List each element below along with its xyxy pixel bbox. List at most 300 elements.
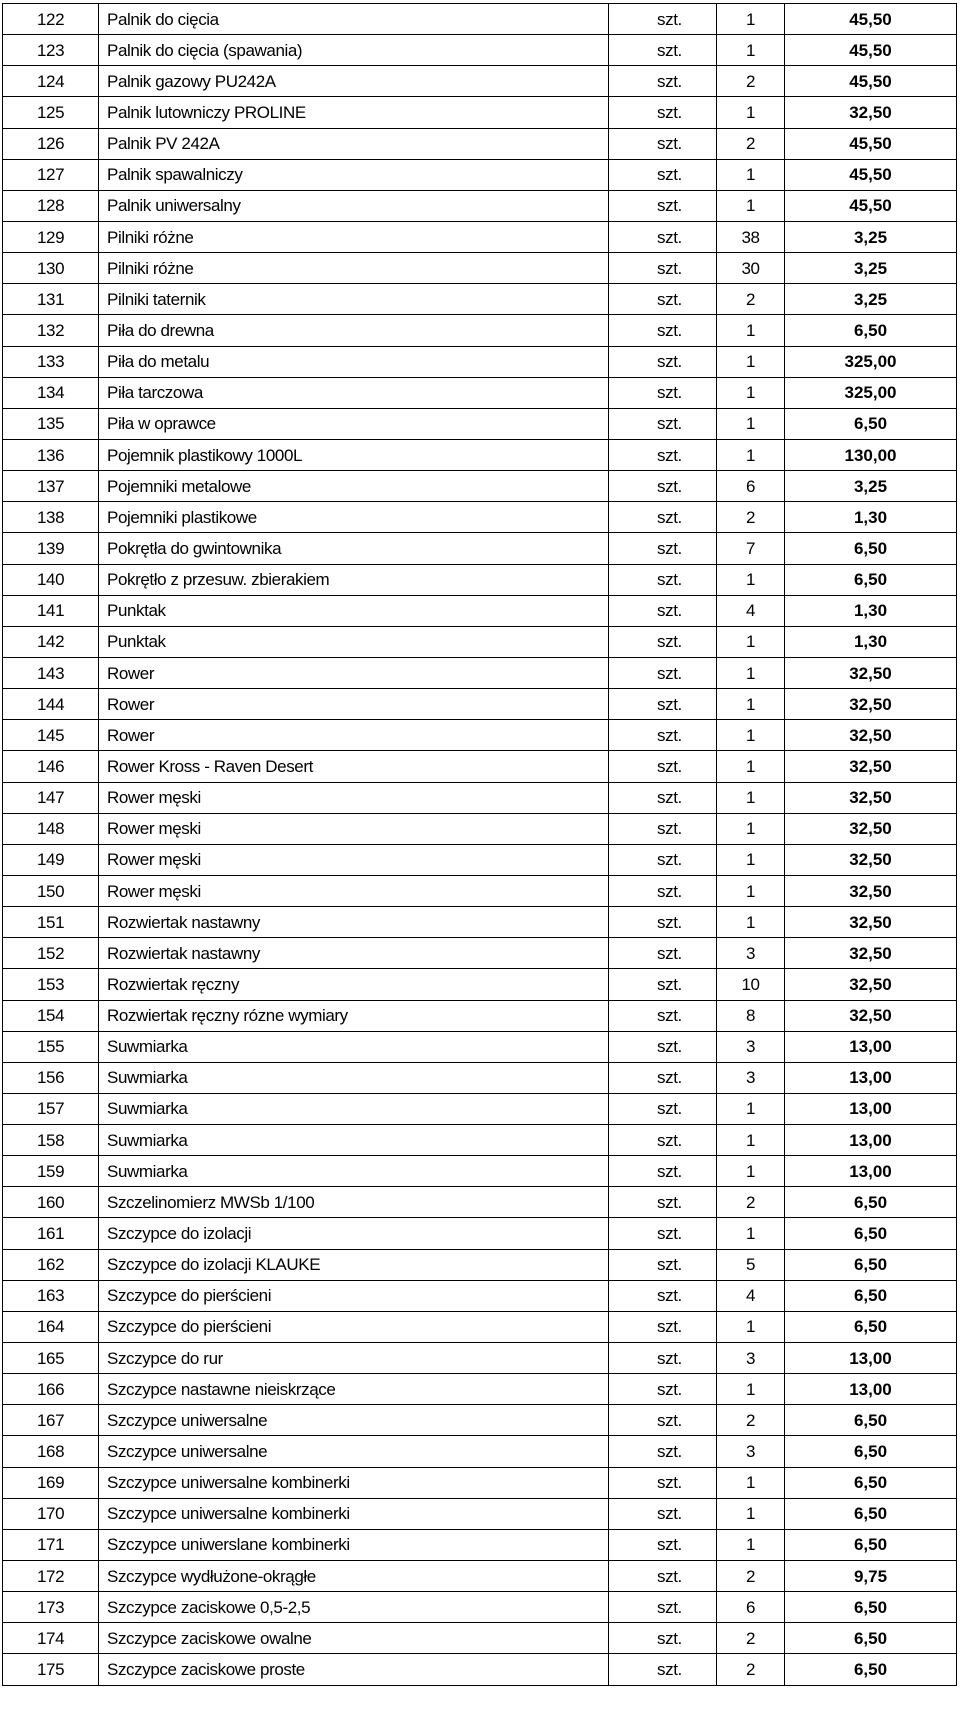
- quantity-cell: 1: [717, 564, 785, 595]
- row-number-cell: 136: [3, 439, 99, 470]
- row-number-cell: 126: [3, 128, 99, 159]
- item-name-cell: Rower Kross - Raven Desert: [99, 751, 609, 782]
- quantity-cell: 1: [717, 315, 785, 346]
- quantity-cell: 1: [717, 1374, 785, 1405]
- table-row: [3, 4, 957, 35]
- item-name-cell: Pojemniki plastikowe: [99, 502, 609, 533]
- value-cell: 32,50: [785, 938, 957, 969]
- unit-cell: szt.: [609, 813, 717, 844]
- value-cell: 6,50: [785, 1405, 957, 1436]
- item-name-cell: Rozwiertak ręczny rózne wymiary: [99, 1000, 609, 1031]
- table-row: [3, 1311, 957, 1342]
- quantity-cell: 5: [717, 1249, 785, 1280]
- value-cell: 32,50: [785, 813, 957, 844]
- item-name-cell: Szczypce uniwersalne: [99, 1436, 609, 1467]
- item-name-cell: Pilniki różne: [99, 253, 609, 284]
- value-cell: 6,50: [785, 1249, 957, 1280]
- row-number-cell: 159: [3, 1156, 99, 1187]
- item-name-cell: Szczypce nastawne nieiskrzące: [99, 1374, 609, 1405]
- row-number-cell: 147: [3, 782, 99, 813]
- item-name-cell: Piła tarczowa: [99, 377, 609, 408]
- item-name-cell: Rower: [99, 689, 609, 720]
- item-name-cell: Punktak: [99, 626, 609, 657]
- quantity-cell: 30: [717, 253, 785, 284]
- table-row: [3, 1561, 957, 1592]
- table-row: [3, 1374, 957, 1405]
- row-number-cell: 161: [3, 1218, 99, 1249]
- row-number-cell: 149: [3, 844, 99, 875]
- value-cell: 45,50: [785, 66, 957, 97]
- unit-cell: szt.: [609, 1093, 717, 1124]
- item-name-cell: Rower męski: [99, 875, 609, 906]
- table-row: [3, 1343, 957, 1374]
- quantity-cell: 1: [717, 1093, 785, 1124]
- quantity-cell: 1: [717, 875, 785, 906]
- unit-cell: szt.: [609, 66, 717, 97]
- table-row: [3, 751, 957, 782]
- unit-cell: szt.: [609, 1187, 717, 1218]
- row-number-cell: 146: [3, 751, 99, 782]
- value-cell: 6,50: [785, 1654, 957, 1685]
- quantity-cell: 1: [717, 720, 785, 751]
- table-row: [3, 938, 957, 969]
- unit-cell: szt.: [609, 720, 717, 751]
- value-cell: 6,50: [785, 1218, 957, 1249]
- row-number-cell: 168: [3, 1436, 99, 1467]
- unit-cell: szt.: [609, 938, 717, 969]
- value-cell: 6,50: [785, 1529, 957, 1560]
- row-number-cell: 135: [3, 408, 99, 439]
- quantity-cell: 6: [717, 471, 785, 502]
- quantity-cell: 3: [717, 1436, 785, 1467]
- item-name-cell: Szczypce zaciskowe proste: [99, 1654, 609, 1685]
- unit-cell: szt.: [609, 253, 717, 284]
- item-name-cell: Pojemnik plastikowy 1000L: [99, 439, 609, 470]
- value-cell: 13,00: [785, 1031, 957, 1062]
- value-cell: 6,50: [785, 1311, 957, 1342]
- item-name-cell: Piła w oprawce: [99, 408, 609, 439]
- item-name-cell: Pokrętło z przesuw. zbierakiem: [99, 564, 609, 595]
- table-row: [3, 1436, 957, 1467]
- row-number-cell: 160: [3, 1187, 99, 1218]
- item-name-cell: Szczelinomierz MWSb 1/100: [99, 1187, 609, 1218]
- value-cell: 32,50: [785, 657, 957, 688]
- unit-cell: szt.: [609, 221, 717, 252]
- row-number-cell: 125: [3, 97, 99, 128]
- item-name-cell: Szczypce do izolacji: [99, 1218, 609, 1249]
- table-row: [3, 1000, 957, 1031]
- row-number-cell: 175: [3, 1654, 99, 1685]
- value-cell: 1,30: [785, 502, 957, 533]
- table-row: [3, 1592, 957, 1623]
- value-cell: 32,50: [785, 1000, 957, 1031]
- unit-cell: szt.: [609, 4, 717, 35]
- unit-cell: szt.: [609, 1467, 717, 1498]
- quantity-cell: 1: [717, 159, 785, 190]
- quantity-cell: 3: [717, 1062, 785, 1093]
- item-name-cell: Suwmiarka: [99, 1031, 609, 1062]
- value-cell: 6,50: [785, 1187, 957, 1218]
- unit-cell: szt.: [609, 907, 717, 938]
- unit-cell: szt.: [609, 533, 717, 564]
- item-name-cell: Suwmiarka: [99, 1062, 609, 1093]
- quantity-cell: 6: [717, 1592, 785, 1623]
- item-name-cell: Pilniki taternik: [99, 284, 609, 315]
- unit-cell: szt.: [609, 595, 717, 626]
- item-name-cell: Palnik spawalniczy: [99, 159, 609, 190]
- table-row: [3, 1156, 957, 1187]
- table-row: [3, 128, 957, 159]
- unit-cell: szt.: [609, 471, 717, 502]
- quantity-cell: 3: [717, 938, 785, 969]
- value-cell: 3,25: [785, 471, 957, 502]
- quantity-cell: 1: [717, 657, 785, 688]
- quantity-cell: 1: [717, 377, 785, 408]
- row-number-cell: 137: [3, 471, 99, 502]
- quantity-cell: 2: [717, 66, 785, 97]
- row-number-cell: 174: [3, 1623, 99, 1654]
- value-cell: 3,25: [785, 221, 957, 252]
- unit-cell: szt.: [609, 844, 717, 875]
- item-name-cell: Rozwiertak nastawny: [99, 907, 609, 938]
- unit-cell: szt.: [609, 1529, 717, 1560]
- row-number-cell: 173: [3, 1592, 99, 1623]
- row-number-cell: 150: [3, 875, 99, 906]
- value-cell: 13,00: [785, 1343, 957, 1374]
- value-cell: 3,25: [785, 284, 957, 315]
- table-row: [3, 221, 957, 252]
- quantity-cell: 4: [717, 1280, 785, 1311]
- quantity-cell: 1: [717, 346, 785, 377]
- unit-cell: szt.: [609, 1654, 717, 1685]
- table-row: [3, 1187, 957, 1218]
- item-name-cell: Rower męski: [99, 782, 609, 813]
- unit-cell: szt.: [609, 1343, 717, 1374]
- unit-cell: szt.: [609, 564, 717, 595]
- item-name-cell: Pojemniki metalowe: [99, 471, 609, 502]
- quantity-cell: 1: [717, 1467, 785, 1498]
- quantity-cell: 2: [717, 1561, 785, 1592]
- table-row: [3, 657, 957, 688]
- unit-cell: szt.: [609, 1498, 717, 1529]
- table-row: [3, 689, 957, 720]
- item-name-cell: Piła do metalu: [99, 346, 609, 377]
- quantity-cell: 38: [717, 221, 785, 252]
- unit-cell: szt.: [609, 190, 717, 221]
- quantity-cell: 1: [717, 408, 785, 439]
- table-row: [3, 66, 957, 97]
- row-number-cell: 134: [3, 377, 99, 408]
- item-name-cell: Palnik lutowniczy PROLINE: [99, 97, 609, 128]
- row-number-cell: 139: [3, 533, 99, 564]
- value-cell: 13,00: [785, 1156, 957, 1187]
- table-row: [3, 813, 957, 844]
- row-number-cell: 156: [3, 1062, 99, 1093]
- value-cell: 6,50: [785, 315, 957, 346]
- table-row: [3, 595, 957, 626]
- value-cell: 6,50: [785, 1280, 957, 1311]
- unit-cell: szt.: [609, 1031, 717, 1062]
- quantity-cell: 1: [717, 4, 785, 35]
- item-name-cell: Rower męski: [99, 844, 609, 875]
- row-number-cell: 172: [3, 1561, 99, 1592]
- quantity-cell: 1: [717, 689, 785, 720]
- value-cell: 9,75: [785, 1561, 957, 1592]
- quantity-cell: 1: [717, 626, 785, 657]
- table-row: [3, 907, 957, 938]
- unit-cell: szt.: [609, 1311, 717, 1342]
- row-number-cell: 162: [3, 1249, 99, 1280]
- table-row: [3, 1062, 957, 1093]
- item-name-cell: Palnik gazowy PU242A: [99, 66, 609, 97]
- value-cell: 3,25: [785, 253, 957, 284]
- row-number-cell: 154: [3, 1000, 99, 1031]
- row-number-cell: 170: [3, 1498, 99, 1529]
- quantity-cell: 1: [717, 97, 785, 128]
- table-row: [3, 190, 957, 221]
- unit-cell: szt.: [609, 377, 717, 408]
- quantity-cell: 2: [717, 1187, 785, 1218]
- quantity-cell: 1: [717, 844, 785, 875]
- value-cell: 1,30: [785, 626, 957, 657]
- row-number-cell: 148: [3, 813, 99, 844]
- row-number-cell: 142: [3, 626, 99, 657]
- table-row: [3, 439, 957, 470]
- row-number-cell: 130: [3, 253, 99, 284]
- item-name-cell: Rower: [99, 720, 609, 751]
- table-row: [3, 471, 957, 502]
- unit-cell: szt.: [609, 1000, 717, 1031]
- row-number-cell: 128: [3, 190, 99, 221]
- table-row: [3, 97, 957, 128]
- unit-cell: szt.: [609, 1405, 717, 1436]
- table-row: [3, 626, 957, 657]
- unit-cell: szt.: [609, 1156, 717, 1187]
- inventory-table-body: [3, 4, 957, 1686]
- row-number-cell: 122: [3, 4, 99, 35]
- item-name-cell: Rower męski: [99, 813, 609, 844]
- unit-cell: szt.: [609, 969, 717, 1000]
- table-row: [3, 284, 957, 315]
- value-cell: 45,50: [785, 4, 957, 35]
- table-row: [3, 315, 957, 346]
- unit-cell: szt.: [609, 159, 717, 190]
- row-number-cell: 144: [3, 689, 99, 720]
- unit-cell: szt.: [609, 346, 717, 377]
- quantity-cell: 1: [717, 1218, 785, 1249]
- unit-cell: szt.: [609, 1623, 717, 1654]
- table-row: [3, 875, 957, 906]
- unit-cell: szt.: [609, 1249, 717, 1280]
- row-number-cell: 127: [3, 159, 99, 190]
- quantity-cell: 1: [717, 1311, 785, 1342]
- unit-cell: szt.: [609, 1218, 717, 1249]
- value-cell: 32,50: [785, 875, 957, 906]
- row-number-cell: 141: [3, 595, 99, 626]
- unit-cell: szt.: [609, 657, 717, 688]
- table-row: [3, 782, 957, 813]
- quantity-cell: 2: [717, 284, 785, 315]
- item-name-cell: Pilniki różne: [99, 221, 609, 252]
- quantity-cell: 1: [717, 782, 785, 813]
- value-cell: 32,50: [785, 751, 957, 782]
- row-number-cell: 152: [3, 938, 99, 969]
- unit-cell: szt.: [609, 284, 717, 315]
- table-row: [3, 564, 957, 595]
- row-number-cell: 132: [3, 315, 99, 346]
- unit-cell: szt.: [609, 1062, 717, 1093]
- quantity-cell: 1: [717, 1498, 785, 1529]
- quantity-cell: 1: [717, 1125, 785, 1156]
- quantity-cell: 3: [717, 1343, 785, 1374]
- item-name-cell: Szczypce do izolacji KLAUKE: [99, 1249, 609, 1280]
- row-number-cell: 153: [3, 969, 99, 1000]
- unit-cell: szt.: [609, 408, 717, 439]
- value-cell: 13,00: [785, 1062, 957, 1093]
- value-cell: 13,00: [785, 1374, 957, 1405]
- row-number-cell: 163: [3, 1280, 99, 1311]
- item-name-cell: Szczypce do pierścieni: [99, 1280, 609, 1311]
- unit-cell: szt.: [609, 782, 717, 813]
- table-row: [3, 1249, 957, 1280]
- table-row: [3, 377, 957, 408]
- table-row: [3, 1280, 957, 1311]
- unit-cell: szt.: [609, 751, 717, 782]
- unit-cell: szt.: [609, 1374, 717, 1405]
- unit-cell: szt.: [609, 128, 717, 159]
- row-number-cell: 123: [3, 35, 99, 66]
- value-cell: 13,00: [785, 1125, 957, 1156]
- row-number-cell: 166: [3, 1374, 99, 1405]
- table-row: [3, 1093, 957, 1124]
- row-number-cell: 124: [3, 66, 99, 97]
- value-cell: 1,30: [785, 595, 957, 626]
- table-row: [3, 1218, 957, 1249]
- item-name-cell: Szczypce uniwersalne kombinerki: [99, 1498, 609, 1529]
- table-row: [3, 1405, 957, 1436]
- table-row: [3, 533, 957, 564]
- row-number-cell: 145: [3, 720, 99, 751]
- quantity-cell: 2: [717, 128, 785, 159]
- table-row: [3, 1654, 957, 1685]
- row-number-cell: 164: [3, 1311, 99, 1342]
- table-row: [3, 346, 957, 377]
- row-number-cell: 158: [3, 1125, 99, 1156]
- value-cell: 32,50: [785, 720, 957, 751]
- quantity-cell: 2: [717, 1405, 785, 1436]
- value-cell: 32,50: [785, 97, 957, 128]
- unit-cell: szt.: [609, 1280, 717, 1311]
- quantity-cell: 1: [717, 439, 785, 470]
- value-cell: 6,50: [785, 1623, 957, 1654]
- row-number-cell: 143: [3, 657, 99, 688]
- unit-cell: szt.: [609, 315, 717, 346]
- unit-cell: szt.: [609, 875, 717, 906]
- value-cell: 45,50: [785, 159, 957, 190]
- unit-cell: szt.: [609, 35, 717, 66]
- unit-cell: szt.: [609, 502, 717, 533]
- quantity-cell: 1: [717, 907, 785, 938]
- quantity-cell: 2: [717, 1654, 785, 1685]
- table-row: [3, 1125, 957, 1156]
- unit-cell: szt.: [609, 689, 717, 720]
- table-row: [3, 159, 957, 190]
- quantity-cell: 2: [717, 502, 785, 533]
- table-row: [3, 1623, 957, 1654]
- quantity-cell: 3: [717, 1031, 785, 1062]
- item-name-cell: Palnik do cięcia: [99, 4, 609, 35]
- value-cell: 6,50: [785, 1592, 957, 1623]
- table-row: [3, 1467, 957, 1498]
- item-name-cell: Rozwiertak nastawny: [99, 938, 609, 969]
- row-number-cell: 129: [3, 221, 99, 252]
- row-number-cell: 169: [3, 1467, 99, 1498]
- row-number-cell: 133: [3, 346, 99, 377]
- item-name-cell: Rower: [99, 657, 609, 688]
- table-row: [3, 408, 957, 439]
- table-row: [3, 253, 957, 284]
- value-cell: 32,50: [785, 969, 957, 1000]
- row-number-cell: 171: [3, 1529, 99, 1560]
- unit-cell: szt.: [609, 1561, 717, 1592]
- value-cell: 6,50: [785, 1467, 957, 1498]
- row-number-cell: 165: [3, 1343, 99, 1374]
- value-cell: 13,00: [785, 1093, 957, 1124]
- row-number-cell: 167: [3, 1405, 99, 1436]
- item-name-cell: Szczypce uniwersalne: [99, 1405, 609, 1436]
- row-number-cell: 138: [3, 502, 99, 533]
- value-cell: 6,50: [785, 408, 957, 439]
- value-cell: 45,50: [785, 128, 957, 159]
- quantity-cell: 1: [717, 1156, 785, 1187]
- table-row: [3, 1498, 957, 1529]
- value-cell: 6,50: [785, 1436, 957, 1467]
- item-name-cell: Szczypce do pierścieni: [99, 1311, 609, 1342]
- value-cell: 325,00: [785, 377, 957, 408]
- unit-cell: szt.: [609, 1125, 717, 1156]
- quantity-cell: 1: [717, 35, 785, 66]
- value-cell: 32,50: [785, 782, 957, 813]
- unit-cell: szt.: [609, 1592, 717, 1623]
- value-cell: 6,50: [785, 533, 957, 564]
- row-number-cell: 157: [3, 1093, 99, 1124]
- row-number-cell: 140: [3, 564, 99, 595]
- item-name-cell: Punktak: [99, 595, 609, 626]
- quantity-cell: 1: [717, 1529, 785, 1560]
- quantity-cell: 2: [717, 1623, 785, 1654]
- quantity-cell: 1: [717, 813, 785, 844]
- item-name-cell: Palnik uniwersalny: [99, 190, 609, 221]
- item-name-cell: Szczypce zaciskowe owalne: [99, 1623, 609, 1654]
- table-row: [3, 969, 957, 1000]
- item-name-cell: Szczypce do rur: [99, 1343, 609, 1374]
- item-name-cell: Szczypce wydłużone-okrągłe: [99, 1561, 609, 1592]
- value-cell: 32,50: [785, 844, 957, 875]
- quantity-cell: 8: [717, 1000, 785, 1031]
- row-number-cell: 151: [3, 907, 99, 938]
- item-name-cell: Palnik PV 242A: [99, 128, 609, 159]
- row-number-cell: 155: [3, 1031, 99, 1062]
- quantity-cell: 10: [717, 969, 785, 1000]
- item-name-cell: Piła do drewna: [99, 315, 609, 346]
- quantity-cell: 1: [717, 190, 785, 221]
- item-name-cell: Suwmiarka: [99, 1125, 609, 1156]
- value-cell: 325,00: [785, 346, 957, 377]
- item-name-cell: Rozwiertak ręczny: [99, 969, 609, 1000]
- value-cell: 6,50: [785, 1498, 957, 1529]
- table-row: [3, 1529, 957, 1560]
- item-name-cell: Suwmiarka: [99, 1156, 609, 1187]
